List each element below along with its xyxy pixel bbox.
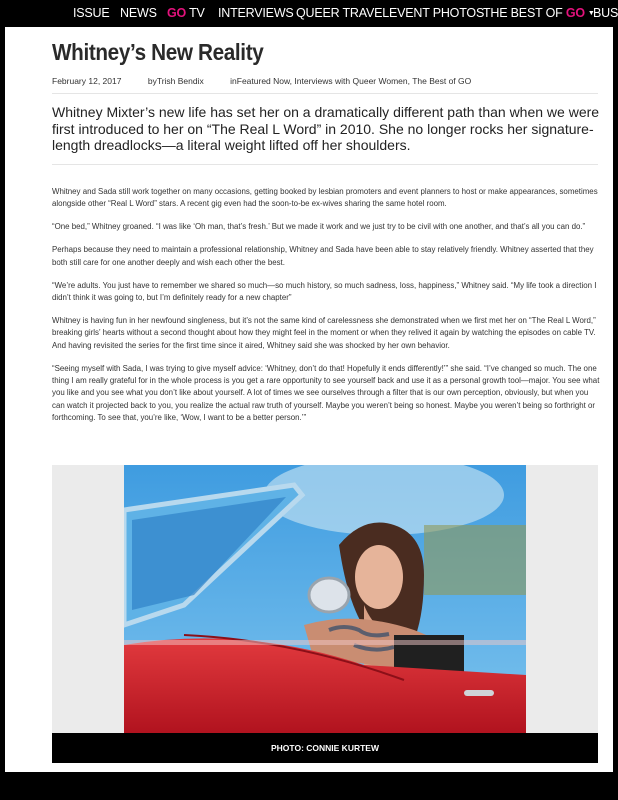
author-link[interactable]: Trish Bendix [156,76,204,86]
article-title: Whitney’s New Reality [52,39,264,65]
article-lead: Whitney Mixter’s new life has set her on a dramatically different path than when we were first introduced to her on “The Real L Word” in 2010. She no longer rocks her signature-length dreadlocks—a literal weight lifted off her shoulders. [52,104,600,153]
best-of-label: THE BEST OF [483,6,566,20]
article-meta [52,76,471,86]
door-handle [464,690,494,696]
body-paragraph: Whitney is having fun in her newfound singleness, but it’s not the same kind of carelessness she demonstrated when we first met her on “The Real L Word,” breaking girls’ hearts without a second thought about how they might feel in the moment or when they relived it again by watching the episodes on cable TV. And having revisited the series for the first time since it aired, Whitney said she was shocked by her own behavior. [52,315,596,350]
category-list [230,76,471,86]
nav-best-of-go[interactable] [483,6,595,20]
author-byline [148,76,204,86]
divider [52,164,598,165]
post-date: February 12, 2017 [52,76,122,86]
nav-go-tv[interactable] [167,6,205,20]
go-tv-label: TV [186,6,205,20]
nav-event-photos[interactable]: EVENT PHOTOS [389,6,485,20]
side-mirror [309,578,349,612]
nav-news[interactable]: NEWS [120,6,157,20]
nav-issue[interactable]: ISSUE [73,6,110,20]
body-paragraph: “Seeing myself with Sada, I was trying to give myself advice: ‘Whitney, don’t do that! Hopefully it ends differently!’” she said. “I’ve changed so much. The one thing I am really grateful for in the whole process is you get a rare opportunity to see yourself back and use it as a personal growth tool—major. You see what you like and you see what you don’t like about yourself. A lot of times we see ourselves through a filter that is our own perception, obviously, but when you can watch it projected back to you, you realize the actual raw truth of yourself. Maybe you weren’t being so honest. Maybe you weren’t being so forthright or forthcoming. To see that, you’re like, ‘Wow, I want to be a better person.’” [52,363,600,423]
body-paragraph: Perhaps because they need to maintain a professional relationship, Whitney and Sada have been able to stay relatively friendly. Whitney asserted that they both still care for one another deeply and wish each other the best. [52,245,594,267]
body-paragraph: “We’re adults. You just have to remember we shared so much—so much history, so much sadness, loss, happiness,” Whitney said. “My life took a direction I didn’t think it was going to, but I’m definitely ready for a new chapter” [52,280,597,302]
article-card [5,27,613,772]
chevron-down-icon: ▼ [587,10,595,17]
face [355,545,403,609]
car-trim [124,640,526,645]
category-links[interactable]: Featured Now, Interviews with Queer Women, The Best of GO [236,76,472,86]
nav-queer-travel[interactable]: QUEER TRAVEL [296,6,389,20]
nav-interviews[interactable]: INTERVIEWS [218,6,294,20]
footer-strip [0,772,618,800]
go-tv-logo-text: GO [167,6,187,20]
body-paragraph: Whitney and Sada still work together on many occasions, getting booked by lesbian promoters and event planners to host or make appearances, sometimes alongside other “Real L Word” stars. A recent gig even had the soon-to-be ex-wives sharing the same hotel room. [52,187,598,209]
category-prefix: in [230,76,237,86]
background-trees [424,525,526,595]
author-prefix: by [147,76,157,86]
article-photo [124,465,526,735]
divider [52,93,598,94]
body-paragraph: “One bed,” Whitney groaned. “I was like ‘Oh man, that’s fresh.’ But we made it work and we just try to be civil with one another, and that’s all you can do.” [52,222,586,232]
nav-business[interactable]: BUS [593,6,618,20]
best-of-go-logo-text: GO [565,6,585,20]
photo-caption: PHOTO: CONNIE KURTEW [52,733,598,763]
top-navigation [0,0,618,27]
article-body [52,186,601,435]
